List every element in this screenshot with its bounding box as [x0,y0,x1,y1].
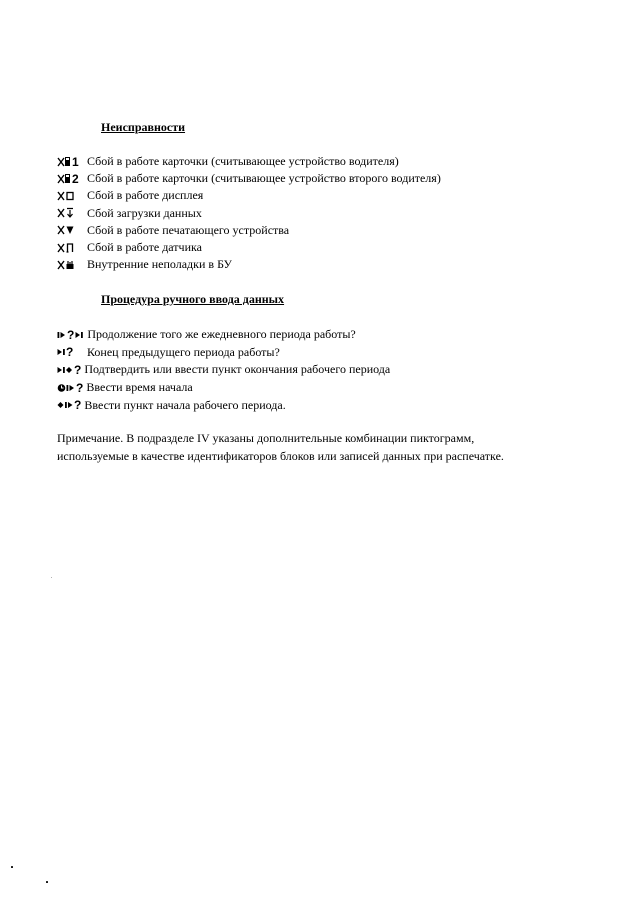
list-item [57,396,390,414]
download-fault-icon [57,206,87,220]
faults-heading: Неисправности [101,120,186,134]
faults-list [57,153,441,273]
card-fault-driver-icon: 1 [57,155,87,169]
manual-entry-text: Подтвердить или ввести пункт окончания рабочего периода [84,362,391,377]
manual-entry-text: Конец предыдущего периода работы? [87,344,280,359]
scan-speck [11,866,13,868]
fault-text: Сбой в работе карточки (считывающее устройство водителя) [87,154,399,169]
printer-fault-icon [57,223,87,237]
note-line: используемые в качестве идентификаторов блоков или записей данных при распечатке. [57,449,504,463]
end-previous-period-icon: ? [57,345,87,359]
list-item [57,344,390,362]
sensor-fault-icon [57,241,87,255]
manual-entry-text: Ввести пункт начала рабочего периода. [84,397,286,412]
fault-text: Сбой в работе датчика [87,240,202,255]
list-item [57,222,441,239]
list-item [57,205,441,222]
list-item [57,256,441,273]
fault-text: Сбой в работе дисплея [87,188,204,203]
fault-text: Сбой загрузки данных [87,205,202,220]
list-item [57,187,441,204]
scan-speck [51,577,52,578]
card-fault-codriver-icon: 2 [57,172,87,186]
continue-daily-period-icon: ? [57,328,84,342]
manual-entry-text: Ввести время начала [86,380,193,395]
fault-text: Внутренние неполадки в БУ [87,257,233,272]
list-item [57,239,441,256]
note-line: Примечание. В подразделе IV указаны дополнительные комбинации пиктограмм, [57,431,475,445]
enter-start-place-icon: ? [57,398,81,412]
scan-speck [46,881,48,883]
list-item [57,153,441,170]
display-fault-icon [57,189,87,203]
vu-internal-fault-icon [57,258,87,272]
confirm-end-place-icon: ? [57,363,81,377]
list-item [57,170,441,187]
list-item [57,361,390,379]
manual-entry-heading: Процедура ручного ввода данных [101,292,285,306]
list-item [57,326,390,344]
fault-text: Сбой в работе карточки (считывающее устройство второго водителя) [87,171,441,186]
manual-entry-text: Продолжение того же ежедневного периода работы? [87,327,356,342]
manual-entry-list [57,326,390,414]
list-item [57,379,390,397]
fault-text: Сбой в работе печатающего устройства [87,222,290,237]
note-paragraph [57,429,557,465]
enter-start-time-icon: ? [57,381,83,395]
